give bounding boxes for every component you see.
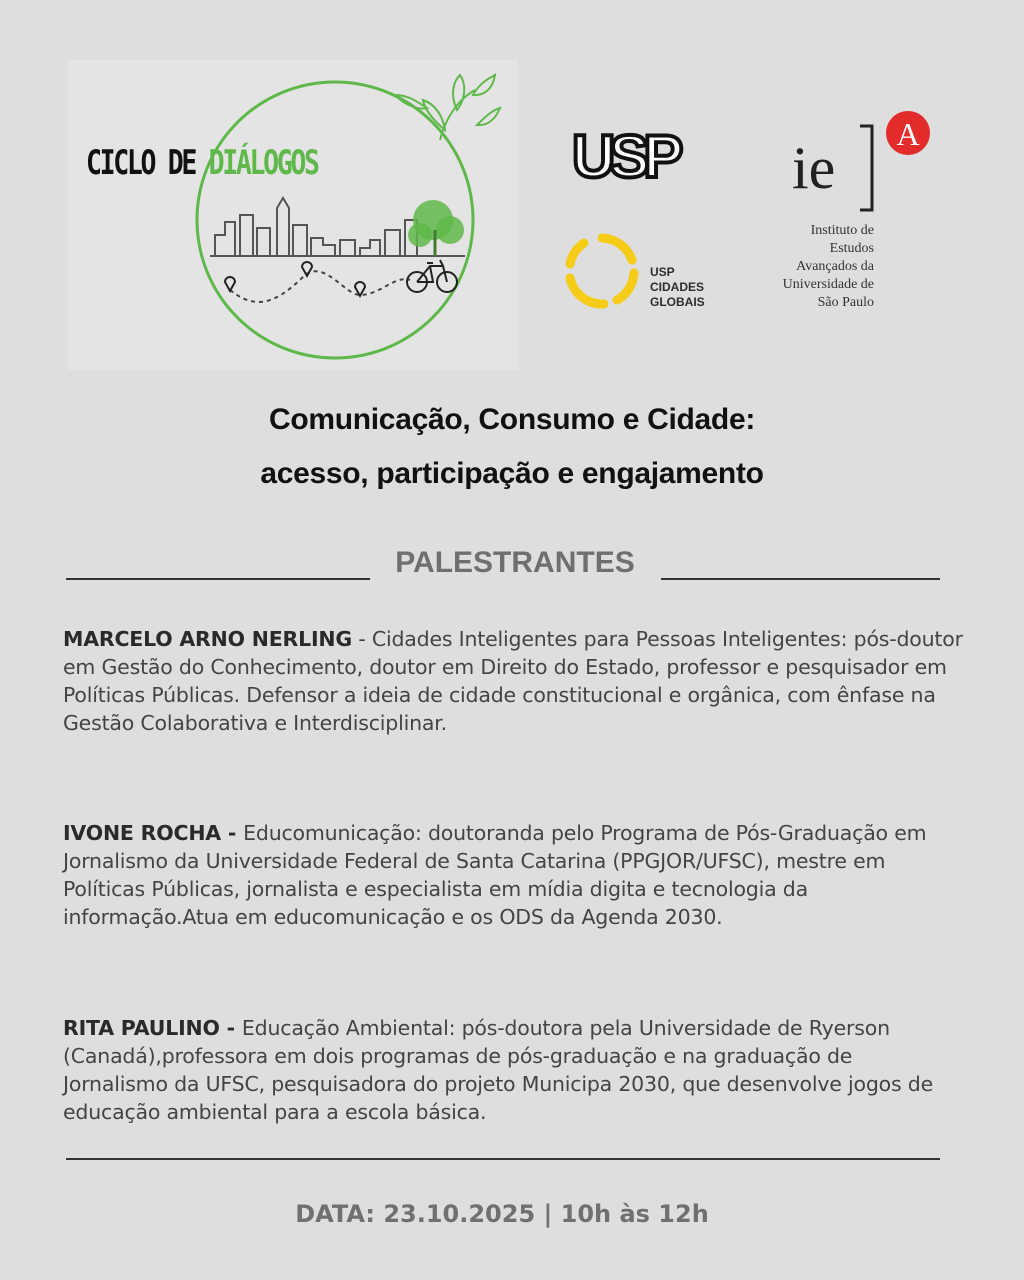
ciclo-de-dialogos-logo [86, 143, 318, 183]
iea-name-line-4: Universidade de [782, 277, 874, 292]
iea-institution-name [740, 222, 874, 312]
uspcg-line-3: GLOBAIS [650, 295, 705, 309]
speaker-name: MARCELO ARNO NERLING [63, 627, 352, 651]
event-date: DATA: 23.10.2025 | 10h às 12h [295, 1200, 709, 1228]
event-title-line-2: acesso, participação e engajamento [260, 457, 764, 490]
iea-logo [790, 108, 940, 218]
uspcg-line-1: USP [650, 265, 675, 279]
footer-rule [66, 1158, 940, 1160]
speaker-name: RITA PAULINO - [63, 1016, 242, 1040]
speaker-description: Educação Ambiental: pós-doutora pela Universidade de Ryerson (Canadá),professora em dois programas de pós-graduação e na graduação de Jornalismo da UFSC, pesquisadora do projeto Municipa 2030, que desenvolve jogos de educação ambiental para a escola básica. [63, 1016, 934, 1124]
speaker-description: Cidades Inteligentes para Pessoas Inteligentes: pós-doutor em Gestão do Conhecimento, doutor em Direito do Estado, professor e pesquisador em Políticas Públicas. Defensor a ideia de cidade constitucional e orgânica, com ênfase na Gestão Colaborativa e Interdisciplinar. [63, 627, 963, 735]
usp-cidades-globais-text [650, 265, 705, 310]
iea-mark-text: ie [792, 135, 836, 201]
ciclo-de-text: CICLO DE [86, 143, 209, 183]
event-title-line-1: Comunicação, Consumo e Cidade: [268, 403, 756, 436]
section-rule-right [661, 578, 940, 580]
iea-name-line-5: São Paulo [817, 295, 874, 310]
speaker-entry [63, 819, 963, 931]
speaker-entry [63, 1014, 963, 1126]
speaker-name: IVONE ROCHA - [63, 821, 244, 845]
usp-logo-text: USP [572, 125, 678, 185]
iea-name-line-3: Avançados da [796, 259, 874, 274]
usp-cidades-globais-logo [562, 228, 732, 318]
uspcg-line-2: CIDADES [650, 280, 705, 294]
iea-name-line-1: Instituto de [810, 223, 874, 238]
iea-badge-text: A [896, 116, 920, 152]
speaker-description: Educomunicação: doutoranda pelo Programa de Pós-Graduação em Jornalismo da Universidade Federal de Santa Catarina (PPGJOR/UFSC), mestre em Políticas Públicas, jornalista e especialista em mídia digita e tecnologia da informação.Atua em educomunicação e os ODS da Agenda 2030. [63, 821, 927, 929]
speakers-heading: PALESTRANTES [395, 546, 635, 579]
ciclo-city-illustration [195, 70, 515, 370]
iea-name-line-2: Estudos [829, 241, 874, 256]
speaker-separator: - [352, 627, 372, 651]
speaker-entry [63, 625, 963, 737]
usp-logo [570, 125, 705, 185]
dialogos-text: DIÁLOGOS [208, 143, 318, 183]
section-rule-left [66, 578, 370, 580]
